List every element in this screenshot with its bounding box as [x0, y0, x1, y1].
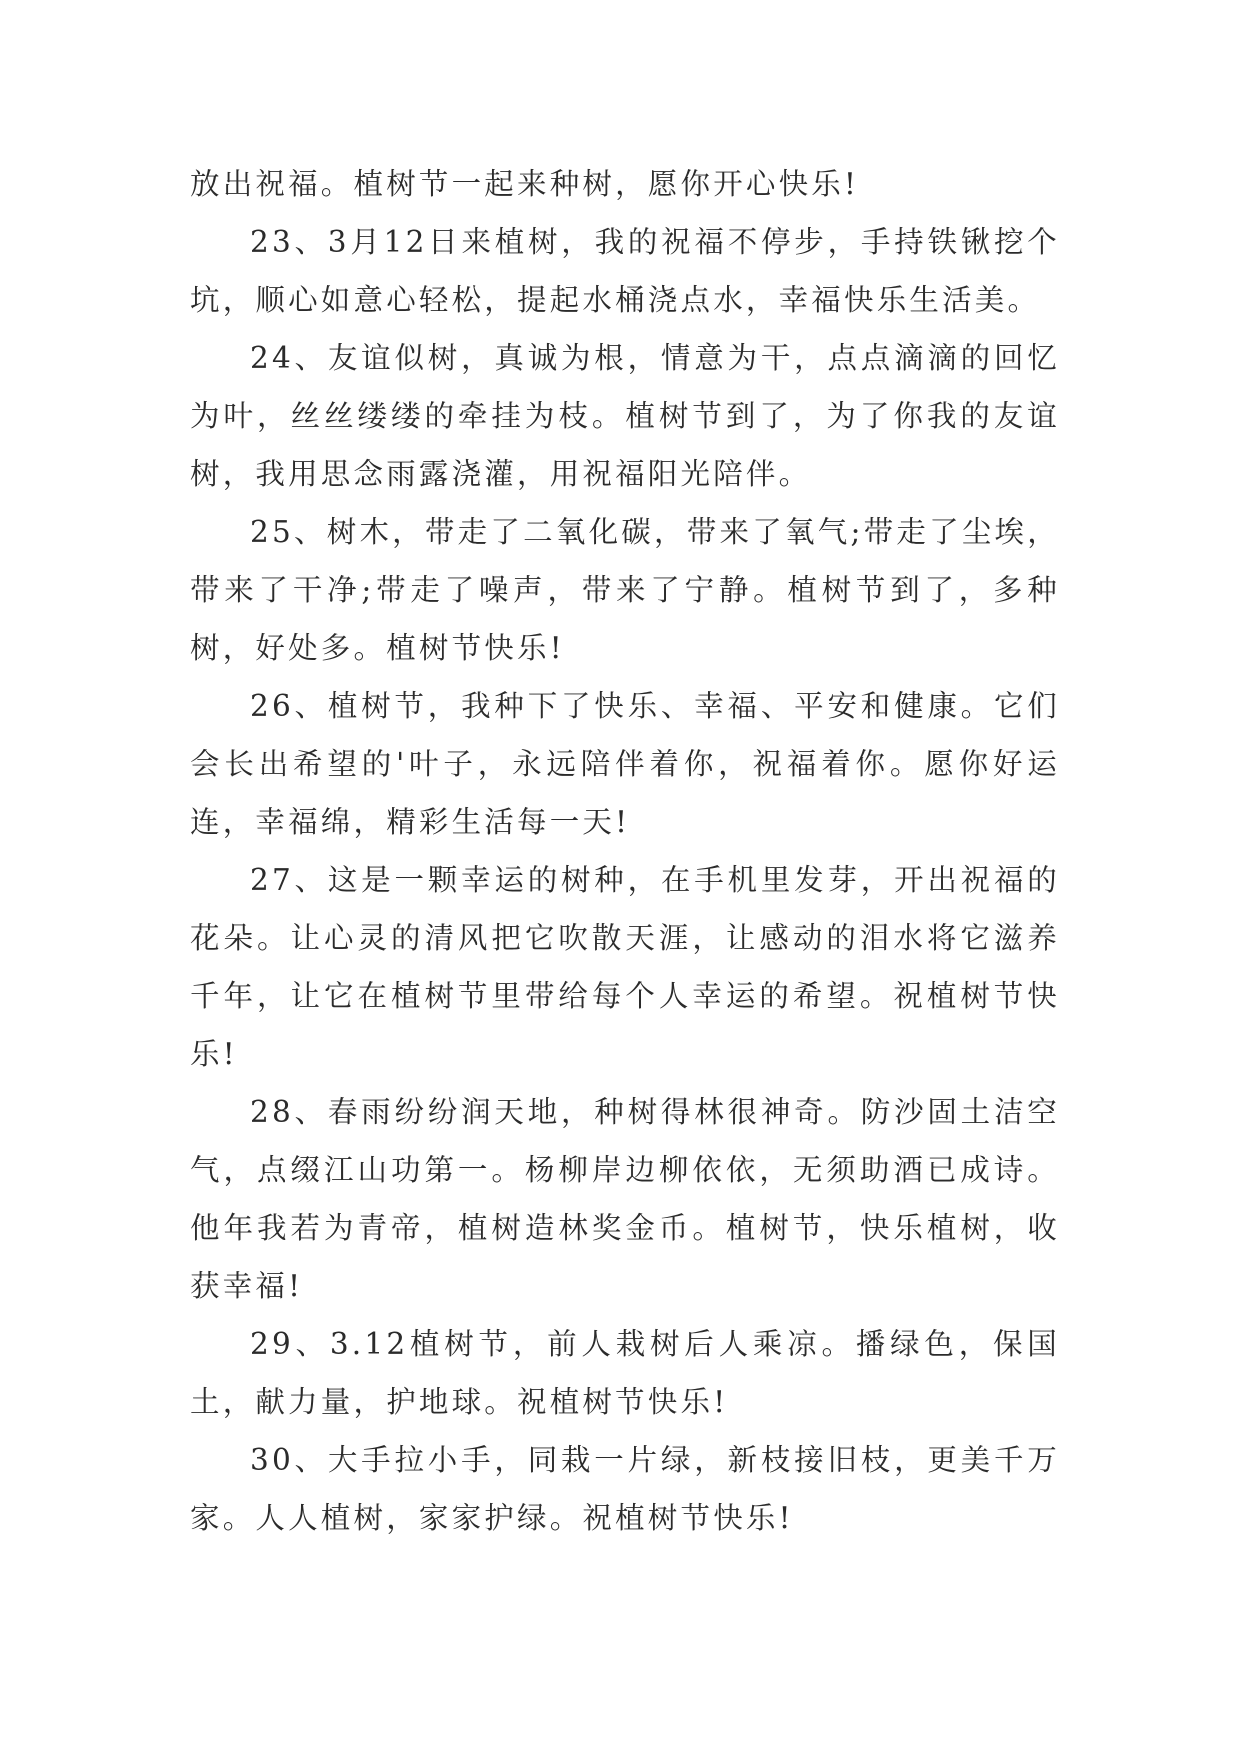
paragraph-30: 30、大手拉小手，同栽一片绿，新枝接旧枝，更美千万家。人人植树，家家护绿。祝植树节快乐!	[190, 1443, 1060, 1535]
paragraph-25: 25、树木，带走了二氧化碳，带来了氧气;带走了尘埃，带来了干净;带走了噪声，带来了宁静。植树节到了，多种树，好处多。植树节快乐!	[190, 515, 1060, 665]
paragraph-28: 28、春雨纷纷润天地，种树得林很神奇。防沙固土洁空气，点缀江山功第一。杨柳岸边柳依依，无须助酒已成诗。他年我若为青帝，植树造林奖金币。植树节，快乐植树，收获幸福!	[190, 1095, 1060, 1303]
document-body	[190, 155, 1060, 1547]
paragraph-continuation: 放出祝福。植树节一起来种树，愿你开心快乐!	[190, 167, 860, 201]
paragraph-27: 27、这是一颗幸运的树种，在手机里发芽，开出祝福的花朵。让心灵的清风把它吹散天涯，让感动的泪水将它滋养千年，让它在植树节里带给每个人幸运的希望。祝植树节快乐!	[190, 863, 1060, 1071]
paragraph-24: 24、友谊似树，真诚为根，情意为干，点点滴滴的回忆为叶，丝丝缕缕的牵挂为枝。植树节到了，为了你我的友谊树，我用思念雨露浇灌，用祝福阳光陪伴。	[190, 341, 1060, 491]
paragraph-26: 26、植树节，我种下了快乐、幸福、平安和健康。它们会长出希望的'叶子，永远陪伴着你，祝福着你。愿你好运连，幸福绵，精彩生活每一天!	[190, 689, 1060, 839]
paragraph-29: 29、3.12植树节，前人栽树后人乘凉。播绿色，保国土，献力量，护地球。祝植树节快乐!	[190, 1327, 1060, 1419]
paragraph-23: 23、3月12日来植树，我的祝福不停步，手持铁锹挖个坑，顺心如意心轻松，提起水桶浇点水，幸福快乐生活美。	[190, 225, 1060, 317]
